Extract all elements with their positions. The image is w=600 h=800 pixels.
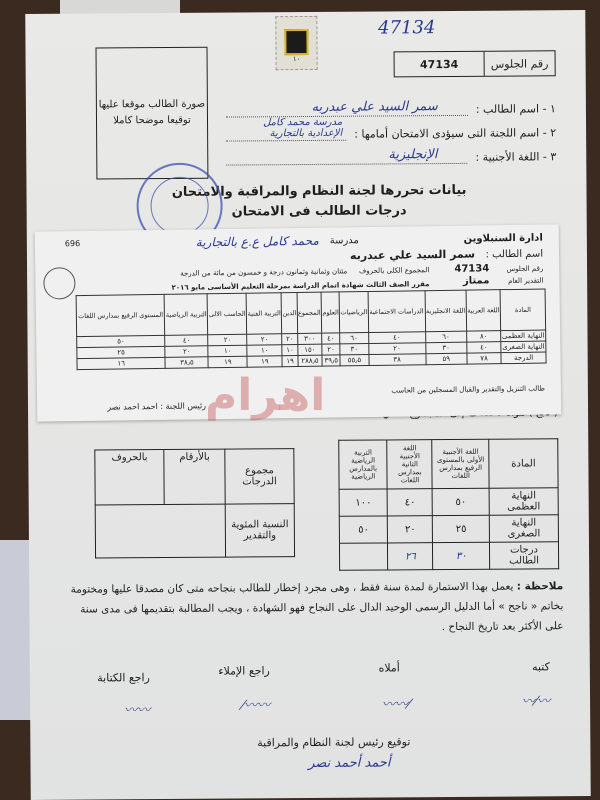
signature-written-by: كتبه	[532, 660, 550, 674]
card-grade-label: التقدير العام	[508, 276, 544, 286]
table-cell: ٢٠	[282, 334, 298, 345]
table-cell: ٢٠	[388, 516, 433, 543]
ministry-logo	[43, 267, 75, 299]
card-code: 696	[64, 239, 81, 249]
table-cell: ٤٠	[388, 489, 433, 516]
table-cell: النهاية الصغرى	[502, 342, 545, 352]
field-value: سمر السيد علي عبدربه	[311, 99, 438, 115]
table-cell: ٢٦	[388, 543, 433, 570]
table-header: التربية الرياضية بالمدارس الرياضية	[339, 440, 388, 489]
table-header: بالحروف	[95, 450, 165, 505]
subjects-table	[76, 289, 547, 371]
field-student-name	[226, 99, 556, 117]
card-school: محمد كامل ع.ع بالتجارية	[195, 233, 319, 250]
table-cell: ٢٠	[368, 343, 425, 355]
table-cell: ٣٠	[433, 542, 490, 569]
field-label: ١ - اسم الطالب :	[475, 102, 556, 116]
table-cell: ١٩	[247, 356, 282, 367]
card-total-words: مئتان وثمانية وثمانون درجة و خمسون من مائة من الدرجة	[180, 267, 348, 278]
table-cell: ٥٥٫٥	[340, 355, 369, 366]
table-header: اللغة العربية	[466, 290, 501, 331]
card-student: سمر السيد علي عبدربه	[349, 247, 476, 263]
card-seat-label: رقم الجلوس	[506, 264, 544, 274]
table-cell: ٢٥	[433, 515, 490, 542]
table-cell: ٢٠	[247, 334, 282, 345]
table-cell: النهاية العظمى	[501, 331, 545, 341]
table-cell: ١٩	[282, 356, 298, 367]
table-cell: ٥٩	[426, 353, 467, 365]
table-cell: ١٠	[208, 345, 247, 357]
table-cell: ٢٠	[165, 346, 208, 358]
table-cell: ١٥٠	[298, 344, 323, 355]
table-cell: ٤٠	[322, 333, 340, 344]
signature-dictation-reviewer: راجع الإملاء	[218, 664, 270, 678]
signature-writing-reviewer: راجع الكتابة	[97, 671, 150, 685]
table-row	[95, 449, 294, 505]
table-header: التربية الفنية	[246, 293, 282, 334]
table-cell: ٣٩٫٥	[322, 355, 340, 366]
signature-scribble: 〰〰	[124, 703, 151, 719]
table-cell	[339, 543, 388, 570]
stamp-value: ١٠	[292, 55, 301, 64]
chair-signature-label: توقيع رئيس لجنة النظام والمراقبة	[257, 735, 411, 750]
table-header: الدين	[281, 293, 297, 334]
section-subtitle: درجات الطالب فى الامتحان	[231, 203, 407, 220]
card-grade: ممتاز	[462, 275, 490, 287]
table-cell: ١٩	[208, 356, 247, 368]
revenue-stamp	[275, 16, 317, 70]
table-row	[76, 289, 546, 337]
table-cell: ١٠	[247, 345, 282, 356]
table-header: اللغة الانجليزية	[425, 290, 467, 332]
table-header: التربية الرياضية	[165, 294, 209, 336]
seat-number-box	[394, 50, 556, 77]
table-cell: النهاية الصغرى	[489, 515, 558, 542]
field-label: ٢ - اسم اللجنة التى سيؤدى الامتحان أمامها :	[354, 126, 557, 141]
table-cell: النسبة المئوية والتقدير	[225, 504, 294, 557]
table-header: بالأرقام	[164, 449, 225, 504]
field-label: ٣ - اللغة الأجنبية :	[475, 150, 557, 164]
table-cell: ٦٠	[425, 331, 466, 343]
table-cell: ٧٨	[467, 353, 501, 364]
section-title: بيانات تحررها لجنة النظام والمراقبة والامتحان	[171, 182, 467, 200]
table-header: الرياضيات	[339, 292, 368, 333]
signature-scribble: 〰〰⁄	[381, 697, 411, 713]
table-cell: ٢٥	[77, 346, 166, 358]
table-cell: ١٠٠	[339, 489, 388, 516]
table-cell: ١٦	[77, 357, 166, 369]
table-cell	[95, 504, 225, 558]
card-school-label: مدرسة	[329, 235, 359, 247]
note-text: يعمل بهذا الاستمارة لمدة سنة فقط ، وهى مجرد إخطار للطالب بنجاحه متى كان مصدقا عليها ومختومة بخاتم « ناجح » أما الدليل الرسمى الوحيد الدال على النجاح فهو الشهادة ، ويجب المطالبة بتقديمها فى مدى سنة على الأكثر بعد تاريخ النجاح .	[70, 580, 564, 634]
table-cell: النهاية العظمى	[489, 488, 558, 515]
table-cell: ٨٠	[466, 331, 500, 342]
table-cell: ٣٠	[340, 344, 369, 355]
table-cell: ١٠	[282, 345, 298, 356]
table-cell: ٣٨٫٥	[165, 357, 208, 369]
card-student-label: اسم الطالب :	[485, 248, 544, 261]
stamp-emblem	[284, 29, 308, 55]
extra-subjects-table	[338, 438, 559, 571]
table-cell: درجات الطالب	[489, 542, 558, 569]
table-header: المجموع	[297, 292, 322, 333]
card-chair: رئيس اللجنة : احمد احمد نصر	[107, 401, 207, 412]
table-row	[339, 542, 558, 571]
table-header: المادة	[500, 289, 545, 331]
table-row	[339, 488, 558, 517]
table-cell: ٣٨	[369, 354, 426, 366]
note-block	[69, 576, 563, 639]
table-cell: ٢٠	[208, 334, 247, 346]
photo-box-line: صورة الطالب موقعا عليها	[98, 98, 206, 111]
signature-scribble: ⁄〰〰	[241, 698, 271, 714]
table-cell: ٤٠	[467, 342, 501, 353]
photo-box-line: توقيعا موضحا كاملا	[113, 114, 191, 127]
field-committee	[226, 116, 557, 141]
signature-scribble: 〰⁄〰	[521, 694, 551, 710]
table-header: مجموع الدرجات	[225, 449, 294, 504]
corner-handwriting: 47134	[378, 17, 436, 39]
table-row	[95, 504, 294, 558]
table-header: المادة	[489, 439, 558, 488]
table-cell: ٤٠	[368, 332, 425, 344]
table-header: اللغة الأجنبية الأولى بالمستوى الرفيع بمدارس اللغات	[432, 439, 489, 488]
table-row	[339, 439, 558, 490]
table-cell: ٦٠	[340, 333, 369, 344]
seat-value: 47134	[419, 57, 459, 71]
table-cell: الدرجة	[501, 352, 546, 364]
seat-label: رقم الجلوس	[484, 51, 555, 75]
table-cell: ٣٠٠	[297, 333, 322, 344]
field-value: الإنجليزية	[388, 147, 438, 163]
table-header: الدراسات الاجتماعية	[368, 291, 425, 333]
table-header: المستوى الرفيع بمدارس اللغات	[76, 294, 165, 336]
card-decision: مقرر الصف الثالث شهادة اتمام الدراسة بمرحلة التعليم الأساسى مايو ٢٠١٦	[171, 280, 430, 292]
photo-box	[95, 47, 208, 180]
table-header: العلوم	[321, 292, 340, 333]
card-footer-note: طالب التنزيل والتقدير والقبال المسجلين من الحاسب	[391, 384, 545, 395]
table-header: اللغة الأجنبية الثانية بمدارس اللغات	[387, 440, 432, 489]
field-language	[226, 147, 557, 165]
table-header: الحاسب الالى	[208, 293, 247, 335]
table-cell: ٥٠	[339, 516, 388, 543]
total-table	[94, 448, 295, 558]
chair-name: أحمد أحمد نصر	[308, 755, 391, 772]
table-cell: ٥٠	[77, 335, 166, 347]
table-cell: ٥٠	[432, 488, 489, 515]
table-cell: ٢٠	[322, 344, 340, 355]
table-cell: ٣٠	[425, 342, 466, 354]
card-admin: ادارة السنبلاوين	[463, 232, 543, 245]
field-value: مدرسة محمد كامل الإعدادية بالتجارية	[263, 116, 343, 140]
note-label: ملاحظة :	[516, 580, 564, 593]
table-cell: ٤٠	[165, 335, 208, 347]
card-total-words-label: المجموع الكلى بالحروف	[358, 266, 430, 276]
card-seat: 47134	[454, 263, 490, 275]
watermark: اهرام	[205, 370, 326, 421]
table-row	[339, 515, 558, 544]
signature-dictated-by: أملاه	[378, 661, 400, 675]
table-cell: ٢٨٨٫٥	[298, 355, 323, 366]
